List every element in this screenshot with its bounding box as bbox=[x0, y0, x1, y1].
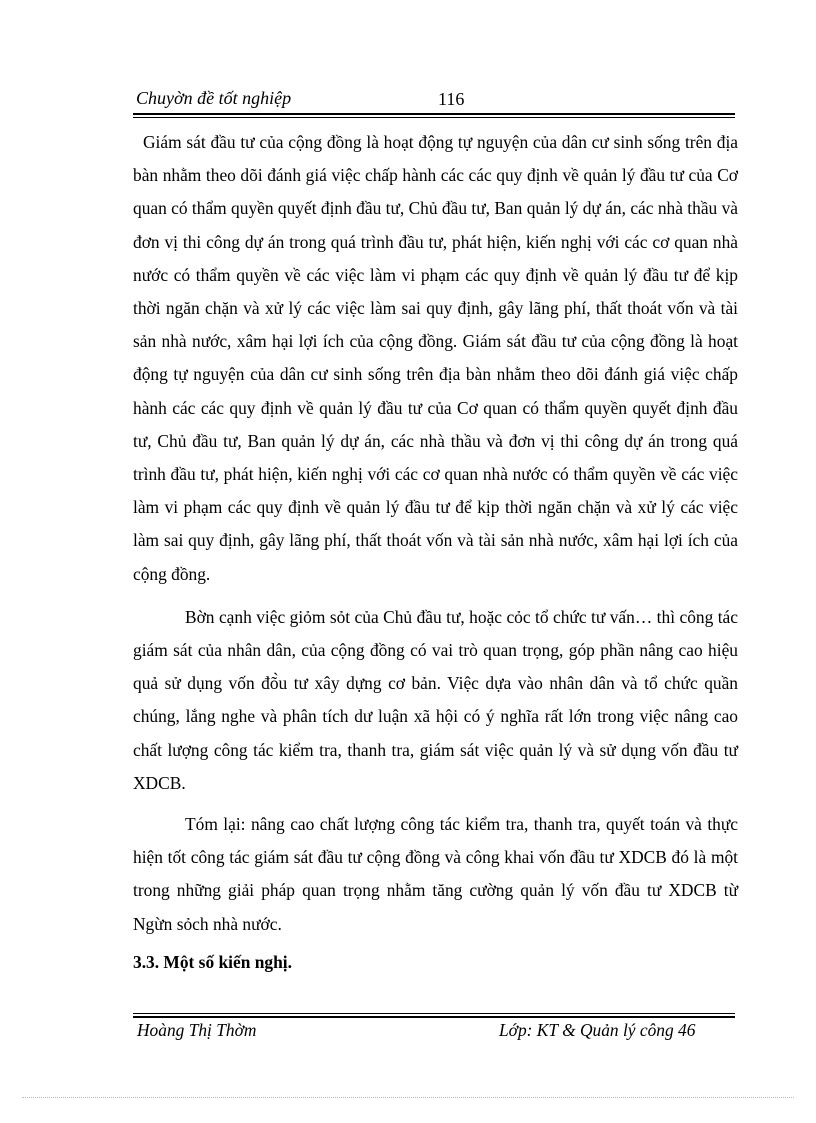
paragraph-3: Tóm lại: nâng cao chất lượng công tác kiểm tra, thanh tra, quyết toán và thực hiện tốt công tác giám sát đầu tư cộng đồng và công khai vốn đầu tư XDCB đó là một trong những giải pháp quan trọng nhằm tăng cường quản lý vốn đầu tư XDCB từ Ngừn sỏch nhà nước. bbox=[133, 814, 738, 934]
header-rule-thin bbox=[133, 117, 735, 118]
page-edge-dots bbox=[22, 1097, 794, 1098]
footer-class: Lớp: KT & Quản lý công 46 bbox=[499, 1020, 696, 1040]
page-header bbox=[133, 84, 735, 114]
footer-rule bbox=[133, 1016, 735, 1018]
section-heading: 3.3. Một số kiến nghị. bbox=[133, 951, 292, 972]
paragraph-2: Bờn cạnh việc giỏm sỏt của Chủ đầu tư, hoặc cỏc tổ chức tư vấn… thì công tác giám sát của nhân dân, của cộng đồng có vai trò quan trọng, góp phần nâng cao hiệu quả sử dụng vốn đõ̀u tư xây dựng cơ bản. Việc dựa vào nhân dân và tổ chức quần chúng, lắng nghe và phân tích dư luận xã hội có ý nghĩa rất lớn trong việc nâng cao chất lượng công tác kiểm tra, thanh tra, giám sát việc quản lý và sử dụng vốn đầu tư XDCB. bbox=[133, 606, 738, 793]
paragraph-1: Giám sát đầu tư của cộng đồng là hoạt động tự nguyện của dân cư sinh sống trên địa bàn nhằm theo dõi đánh giá việc chấp hành các các quy định về quản lý đầu tư của Cơ quan có thẩm quyền quyết định đầu tư, Chủ đầu tư, Ban quản lý dự án, các nhà thầu và đơn vị thi công dự án trong quá trình đầu tư, phát hiện, kiến nghị với các cơ quan nhà nước có thẩm quyền về các việc làm vi phạm các quy định về quản lý đầu tư để kịp thời ngăn chặn và xử lý các việc làm sai quy định, gây lãng phí, thất thoát vốn và tài sản nhà nước, xâm hại lợi ích của cộng đồng. Giám sát đầu tư của cộng đồng là hoạt động tự nguyện của dân cư sinh sống trên địa bàn nhằm theo dõi đánh giá việc chấp hành các các quy định về quản lý đầu tư của Cơ quan có thẩm quyền quyết định đầu tư, Chủ đầu tư, Ban quản lý dự án, các nhà thầu và đơn vị thi công dự án trong quá trình đầu tư, phát hiện, kiến nghị với các cơ quan nhà nước có thẩm quyền về các việc làm vi phạm các quy định về quản lý đầu tư để kịp thời ngăn chặn và xử lý các việc làm sai quy định, gây lãng phí, thất thoát vốn và tài sản nhà nước, xâm hại lợi ích của cộng đồng. bbox=[133, 132, 738, 584]
header-rule bbox=[133, 113, 735, 115]
header-title: Chuyờn đề tốt nghiệp bbox=[136, 88, 292, 108]
page-body bbox=[133, 126, 738, 977]
footer-rule-thin bbox=[133, 1013, 735, 1014]
footer-author: Hoàng Thị Thờm bbox=[137, 1020, 257, 1040]
page-number: 116 bbox=[438, 89, 465, 109]
